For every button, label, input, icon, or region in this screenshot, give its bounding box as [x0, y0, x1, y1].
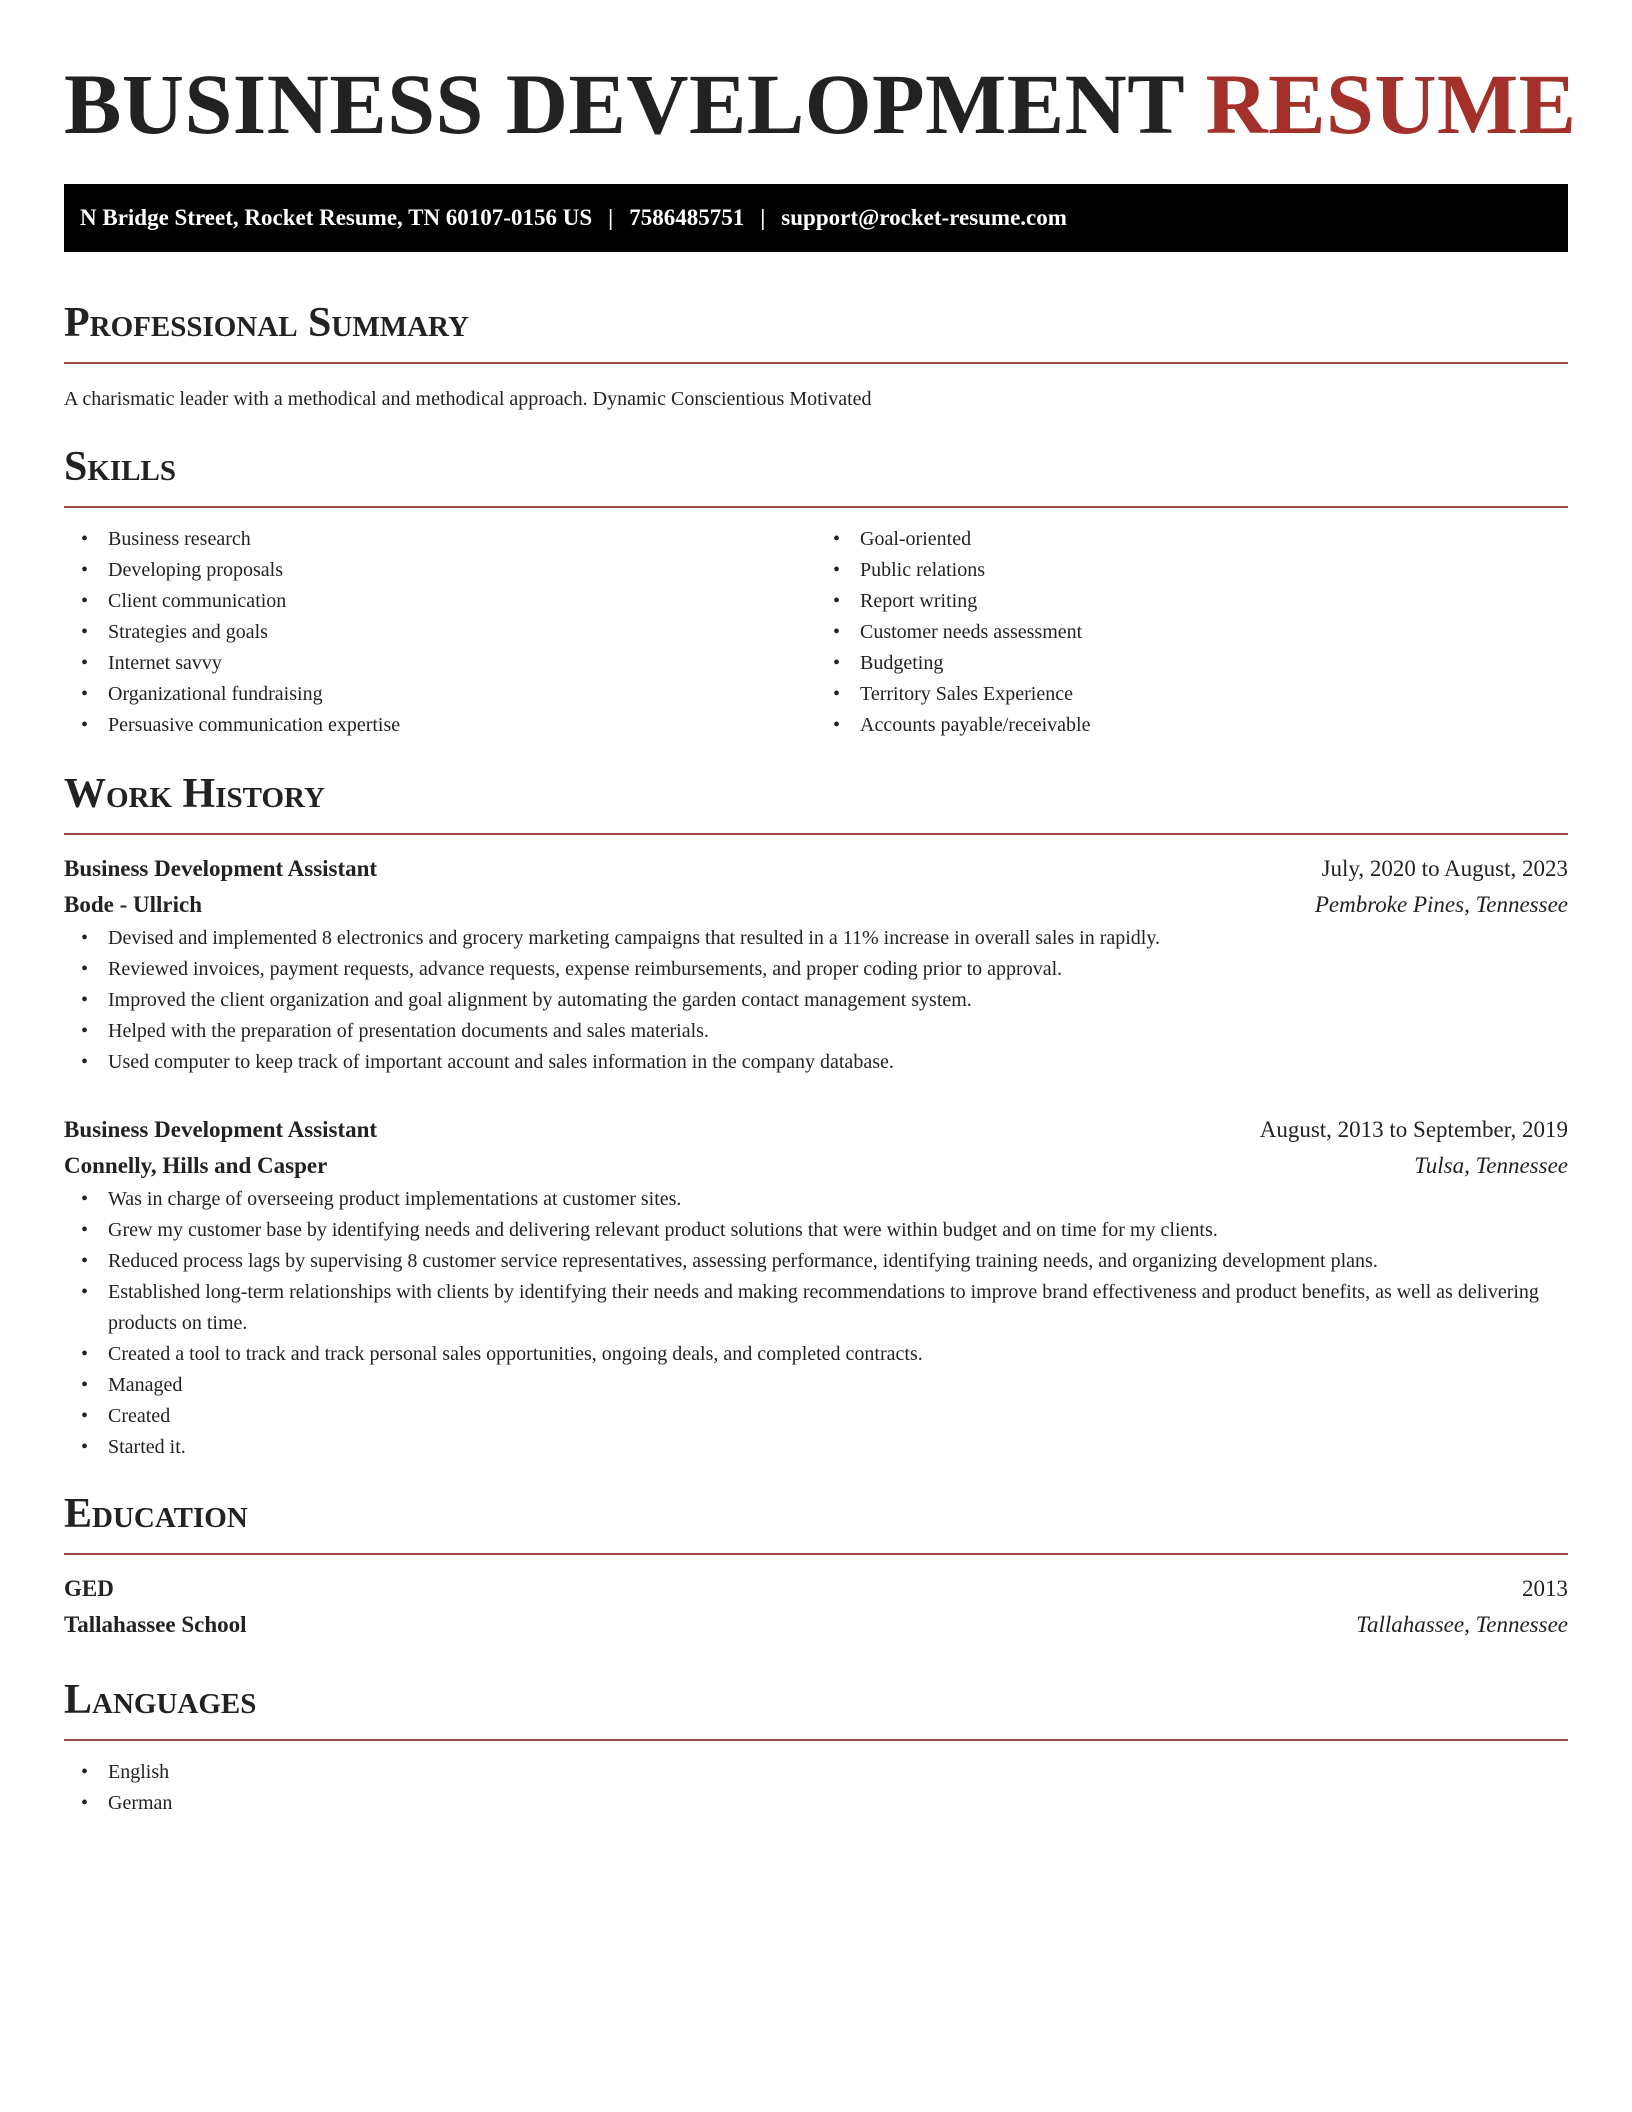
- job-title-row: [64, 1112, 1568, 1148]
- job-company: Bode - Ullrich: [64, 892, 202, 917]
- job-title: Business Development Assistant: [64, 856, 378, 881]
- languages-list: [64, 1757, 1568, 1819]
- education-school: Tallahassee School: [64, 1612, 247, 1637]
- job-bullet: • Helped with the preparation of presentation documents and sales materials.: [108, 1016, 1568, 1047]
- job-bullet: • Managed: [108, 1370, 1568, 1401]
- job-dates: July, 2020 to August, 2023: [1321, 856, 1568, 881]
- summary-text: A charismatic leader with a methodical and methodical approach. Dynamic Conscientious Motivated: [64, 388, 872, 410]
- section-heading-education: Education: [64, 1491, 248, 1537]
- job-bullet: • Devised and implemented 8 electronics and grocery marketing campaigns that resulted in a 11% increase in overall sales in rapidly.: [108, 923, 1568, 954]
- education-degree: GED: [64, 1576, 114, 1601]
- job-company-row: [64, 1148, 1568, 1184]
- job-bullet-list: [64, 1184, 1568, 1463]
- job-location: Pembroke Pines, Tennessee: [1314, 892, 1568, 917]
- work-section: [64, 767, 1568, 1463]
- job-entry: [64, 1112, 1568, 1463]
- skill-item: • Customer needs assessment: [860, 617, 1568, 648]
- skill-item: • Business research: [108, 524, 816, 555]
- section-heading-skills: Skills: [64, 444, 177, 490]
- skills-column-left: [64, 524, 816, 741]
- languages-section: [64, 1673, 1568, 1819]
- skill-item: • Developing proposals: [108, 555, 816, 586]
- skill-item: • Budgeting: [860, 648, 1568, 679]
- job-bullet: • Started it.: [108, 1432, 1568, 1463]
- job-bullet: • Improved the client organization and goal alignment by automating the garden contact management system.: [108, 985, 1568, 1016]
- language-item: • English: [108, 1757, 1568, 1788]
- contact-bar: [64, 184, 1568, 252]
- skill-item: • Goal-oriented: [860, 524, 1568, 555]
- job-company-row: [64, 887, 1568, 923]
- job-bullet: • Created: [108, 1401, 1568, 1432]
- job-company: Connelly, Hills and Casper: [64, 1153, 328, 1178]
- job-location: Tulsa, Tennessee: [1414, 1153, 1568, 1178]
- skill-item: • Internet savvy: [108, 648, 816, 679]
- job-dates: August, 2013 to September, 2019: [1259, 1117, 1568, 1142]
- skill-item: • Territory Sales Experience: [860, 679, 1568, 710]
- skills-grid: [64, 524, 1568, 741]
- section-divider: [64, 833, 1568, 835]
- education-section: [64, 1487, 1568, 1643]
- skills-section: [64, 440, 1568, 741]
- skill-item: • Report writing: [860, 586, 1568, 617]
- skill-item: • Accounts payable/receivable: [860, 710, 1568, 741]
- job-title: Business Development Assistant: [64, 1117, 378, 1142]
- language-item: • German: [108, 1788, 1568, 1819]
- job-bullet: • Used computer to keep track of important account and sales information in the company database.: [108, 1047, 1568, 1078]
- contact-separator: |: [760, 205, 766, 230]
- contact-email: support@rocket-resume.com: [781, 205, 1067, 230]
- resume-title: [64, 54, 1577, 154]
- section-divider: [64, 362, 1568, 364]
- summary-section: [64, 296, 1568, 414]
- skill-item: • Persuasive communication expertise: [108, 710, 816, 741]
- skills-list-right: [816, 524, 1568, 741]
- job-bullet-list: [64, 923, 1568, 1078]
- job-bullet: • Was in charge of overseeing product implementations at customer sites.: [108, 1184, 1568, 1215]
- skills-list-left: [64, 524, 816, 741]
- section-divider: [64, 506, 1568, 508]
- title-main: BUSINESS DEVELOPMENT: [64, 56, 1184, 152]
- job-bullet: • Created a tool to track and track personal sales opportunities, ongoing deals, and completed contracts.: [108, 1339, 1568, 1370]
- job-bullet: • Established long-term relationships with clients by identifying their needs and making recommendations to improve brand effectiveness and product benefits, as well as delivering products on time.: [108, 1277, 1568, 1339]
- section-divider: [64, 1739, 1568, 1741]
- section-heading-languages: Languages: [64, 1677, 257, 1723]
- skills-column-right: [816, 524, 1568, 741]
- contact-phone: 7586485751: [629, 205, 745, 230]
- job-bullet: • Reviewed invoices, payment requests, advance requests, expense reimbursements, and proper coding prior to approval.: [108, 954, 1568, 985]
- job-list: [64, 851, 1568, 1463]
- education-entry: [64, 1571, 1568, 1643]
- contact-separator: |: [608, 205, 614, 230]
- education-year: 2013: [1522, 1576, 1568, 1601]
- education-school-row: [64, 1607, 1568, 1643]
- skill-item: • Organizational fundraising: [108, 679, 816, 710]
- skill-item: • Public relations: [860, 555, 1568, 586]
- section-divider: [64, 1553, 1568, 1555]
- job-bullet: • Reduced process lags by supervising 8 customer service representatives, assessing performance, identifying training needs, and organizing development plans.: [108, 1246, 1568, 1277]
- section-heading-work: Work History: [64, 771, 325, 817]
- skill-item: • Client communication: [108, 586, 816, 617]
- section-heading-summary: Professional Summary: [64, 300, 469, 346]
- education-location: Tallahassee, Tennessee: [1356, 1612, 1568, 1637]
- job-title-row: [64, 851, 1568, 887]
- title-accent: RESUME: [1205, 56, 1577, 152]
- skill-item: • Strategies and goals: [108, 617, 816, 648]
- contact-address: N Bridge Street, Rocket Resume, TN 60107-0156 US: [80, 205, 593, 230]
- job-entry: [64, 851, 1568, 1078]
- job-bullet: • Grew my customer base by identifying needs and delivering relevant product solutions that were within budget and on time for my clients.: [108, 1215, 1568, 1246]
- education-head-row: [64, 1571, 1568, 1607]
